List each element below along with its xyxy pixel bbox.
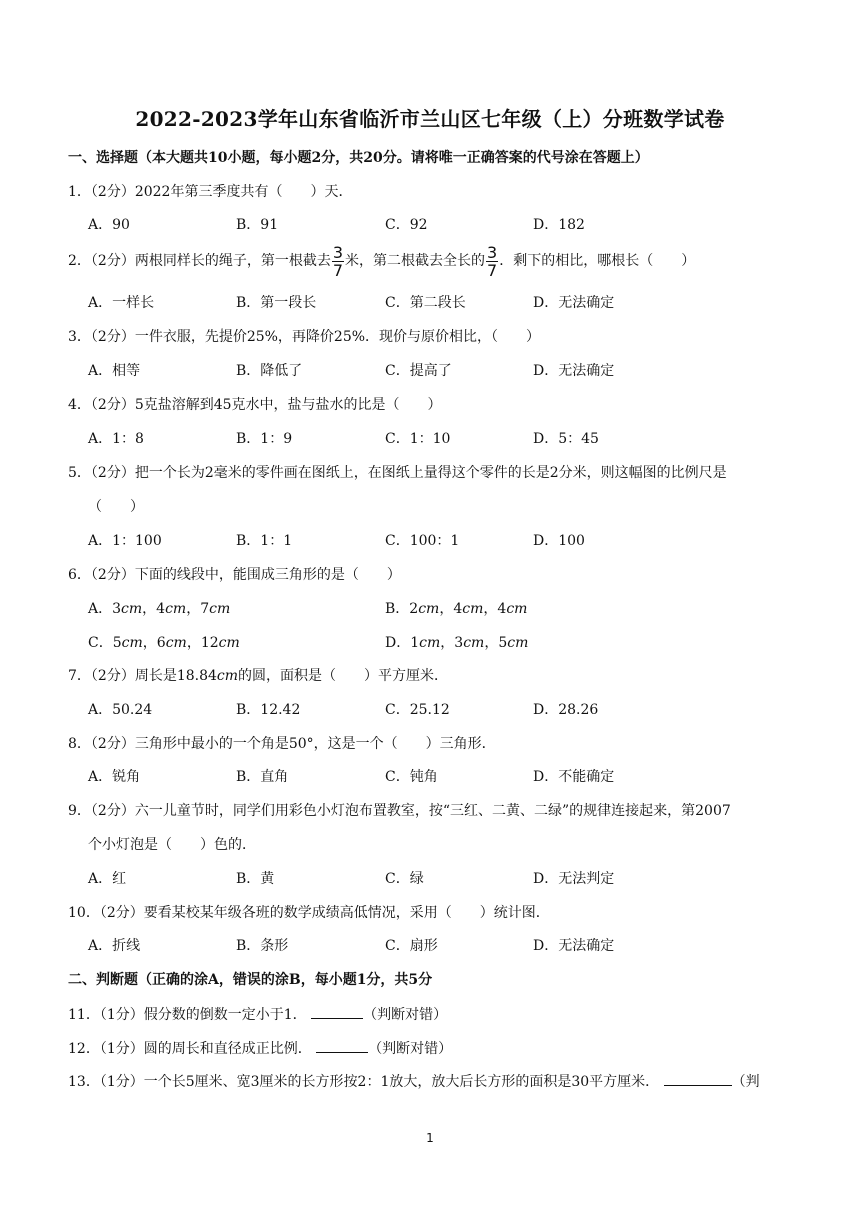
q1-option-b: B．91 [236,217,279,233]
page-title: 2022-2023学年山东省临沂市兰山区七年级（上）分班数学试卷 [135,107,725,131]
q2-option-a: A．一样长 [88,295,155,311]
question-7: 7．（2分）周长是18.84cm的圆，面积是（ ）平方厘米． [68,668,449,684]
question-3: 3．（2分）一件衣服，先提价25%，再降价25%．现价与原价相比，（ ） [68,329,541,345]
q6-option-c: C．5cm，6cm，12cm [88,635,240,651]
q9-option-c: C．绿 [385,871,424,887]
q6-option-b: B．2cm，4cm，4cm [385,601,528,617]
question-5: 5．（2分）把一个长为2毫米的零件画在图纸上，在图纸上量得这个零件的长是2分米，则这幅图的比例尺是 [68,465,727,481]
question-13: 13．（1分）一个长5厘米、宽3厘米的长方形按2：1放大，放大后长方形的面积是30平方厘米． （判 [68,1071,760,1092]
answer-blank [664,1071,732,1086]
q10-option-d: D．无法确定 [533,938,615,954]
q1-option-d: D．182 [533,217,585,233]
section-heading-true-false: 二、判断题（正确的涂A，错误的涂B，每小题1分，共5分 [68,972,433,988]
q2-option-c: C．第二段长 [385,295,466,311]
q5-option-c: C．100：1 [385,533,460,549]
q7-option-c: C．25.12 [385,702,450,718]
q7-option-b: B．12.42 [236,702,301,718]
q3-option-d: D．无法确定 [533,363,615,379]
q2-stem-part-3: ．剩下的相比，哪根长（ ） [499,253,696,269]
question-4: 4．（2分）5克盐溶解到45克水中，盐与盐水的比是（ ） [68,397,442,413]
q6-option-d: D．1cm，3cm，5cm [385,635,529,651]
q8-option-d: D．不能确定 [533,769,615,785]
q5-option-d: D．100 [533,533,585,549]
q7-option-d: D．28.26 [533,702,599,718]
q1-option-a: A．90 [88,217,130,233]
page-number: 1 [426,1131,434,1145]
q2-stem-part-1: 2．（2分）两根同样长的绳子，第一根截去 [68,253,331,269]
q9-option-b: B．黄 [236,871,275,887]
q10-option-b: B．条形 [236,938,289,954]
q8-option-a: A．锐角 [88,769,141,785]
q9-option-d: D．无法判定 [533,871,615,887]
question-1: 1．（2分）2022年第三季度共有（ ）天． [68,184,353,200]
q2-stem-part-2: 米，第二根截去全长的 [345,253,486,269]
q6-option-a: A．3cm，4cm，7cm [88,601,231,617]
q2-fraction-2-denominator: 7 [487,260,498,280]
q10-option-c: C．扇形 [385,938,438,954]
q4-option-a: A．1：8 [88,431,144,447]
q3-option-a: A．相等 [88,363,141,379]
q2-option-b: B．第一段长 [236,295,317,311]
q4-option-d: D．5：45 [533,431,599,447]
q5-option-b: B．1：1 [236,533,293,549]
q1-option-c: C．92 [385,217,428,233]
q7-option-a: A．50.24 [88,702,153,718]
q2-fraction-1 [332,244,344,279]
q3-option-c: C．提高了 [385,363,452,379]
question-10: 10．（2分）要看某校某年级各班的数学成绩高低情况，采用（ ）统计图． [68,905,550,921]
q2-option-d: D．无法确定 [533,295,615,311]
answer-blank [316,1038,368,1053]
q3-option-b: B．降低了 [236,363,303,379]
q4-option-b: B．1：9 [236,431,293,447]
answer-blank [311,1004,363,1019]
q2-fraction-2-numerator: 3 [487,242,498,262]
question-12: 12．（1分）圆的周长和直径成正比例． （判断对错） [68,1038,452,1059]
q8-option-c: C．钝角 [385,769,438,785]
question-5-continued: （ ） [88,499,144,515]
question-9: 9．（2分）六一儿童节时，同学们用彩色小灯泡布置教室，按“三红、二黄、二绿”的规律连接起来，第2007 [68,803,731,819]
q8-option-b: B．直角 [236,769,289,785]
q2-fraction-2 [486,244,498,279]
q4-option-c: C．1：10 [385,431,451,447]
question-9-continued: 个小灯泡是（ ）色的． [88,837,256,853]
q5-option-a: A．1：100 [88,533,162,549]
section-heading-choice: 一、选择题（本大题共10小题，每小题2分，共20分。请将唯一正确答案的代号涂在答题上） [68,150,649,166]
q10-option-a: A．折线 [88,938,141,954]
question-6: 6．（2分）下面的线段中，能围成三角形的是（ ） [68,567,401,583]
question-2 [68,243,695,279]
question-8: 8．（2分）三角形中最小的一个角是50°，这是一个（ ）三角形． [68,736,496,752]
q9-option-a: A．红 [88,871,127,887]
question-11: 11．（1分）假分数的倒数一定小于1． （判断对错） [68,1004,447,1025]
q2-fraction-1-denominator: 7 [332,260,344,280]
q2-fraction-1-numerator: 3 [332,242,344,262]
